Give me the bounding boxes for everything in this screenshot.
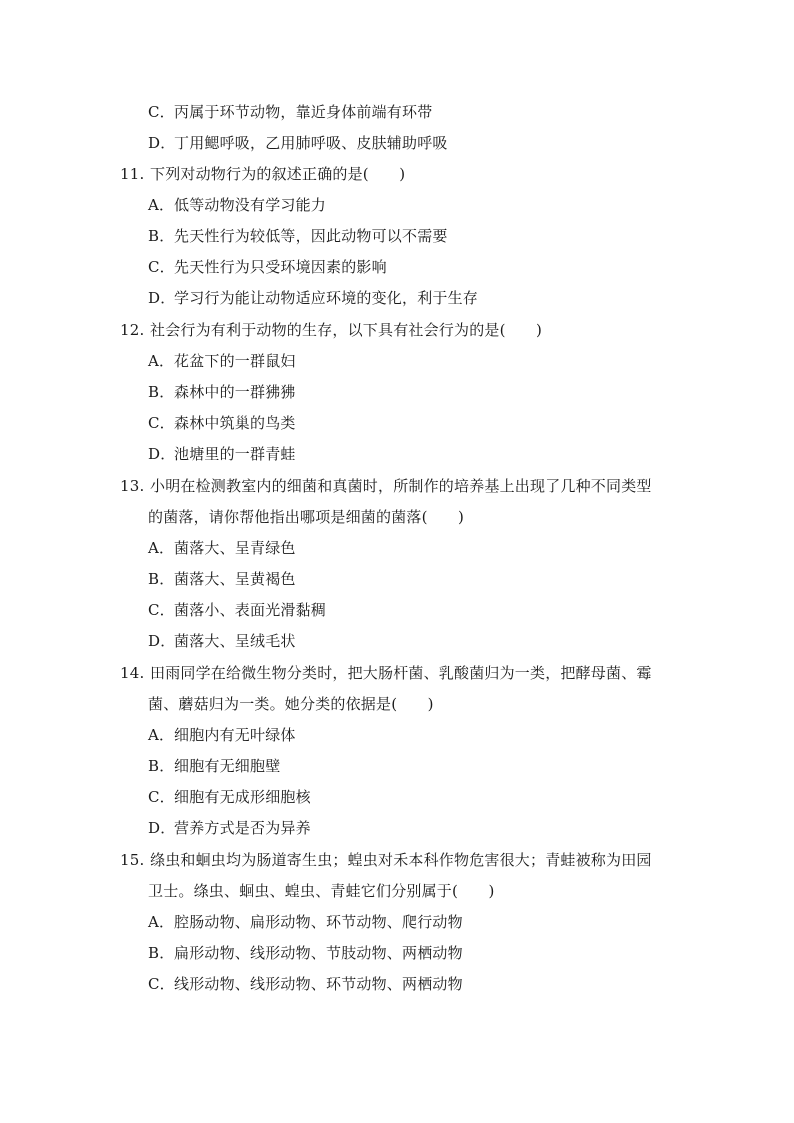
q13-option-d — [148, 631, 296, 651]
option-label: D． — [148, 134, 176, 152]
option-text: 细胞有无细胞壁 — [174, 757, 281, 775]
question-stem: 小明在检测教室内的细菌和真菌时，所制作的培养基上出现了几种不同类型 — [150, 477, 652, 495]
q11-option-a — [148, 195, 326, 215]
option-text: 丙属于环节动物，靠近身体前端有环带 — [174, 103, 433, 121]
question-stem: 社会行为有利于动物的生存，以下具有社会行为的是( ) — [150, 321, 543, 339]
option-label: D． — [148, 445, 176, 463]
q11-option-b — [148, 226, 448, 246]
option-label: C． — [148, 975, 175, 993]
q15-stem-line2 — [148, 881, 495, 901]
option-label: B． — [148, 757, 175, 775]
option-text: 腔肠动物、扁形动物、环节动物、爬行动物 — [174, 913, 463, 931]
question-stem-continued: 菌、蘑菇归为一类。她分类的依据是( ) — [148, 695, 434, 713]
q14-option-b — [148, 756, 280, 776]
option-text: 扁形动物、线形动物、节肢动物、两栖动物 — [174, 944, 463, 962]
option-label: B． — [148, 227, 175, 245]
option-label: A． — [148, 352, 175, 370]
q13-option-a — [148, 538, 296, 558]
q12-option-c — [148, 413, 296, 433]
option-text: 池塘里的一群青蛙 — [174, 445, 296, 463]
option-label: A． — [148, 539, 175, 557]
option-text: 细胞有无成形细胞核 — [174, 788, 311, 806]
option-text: 线形动物、线形动物、环节动物、两栖动物 — [174, 975, 463, 993]
q10-option-c — [148, 102, 432, 122]
option-label: C． — [148, 601, 175, 619]
option-label: C． — [148, 788, 175, 806]
question-stem: 下列对动物行为的叙述正确的是( ) — [150, 165, 406, 183]
q11-stem — [120, 164, 405, 184]
option-text: 丁用鳃呼吸，乙用肺呼吸、皮肤辅助呼吸 — [174, 134, 448, 152]
option-label: D． — [148, 819, 176, 837]
question-stem-continued: 卫士。绦虫、蛔虫、蝗虫、青蛙它们分别属于( ) — [148, 882, 495, 900]
q12-stem — [120, 320, 542, 340]
q15-option-c — [148, 974, 463, 994]
option-label: A． — [148, 913, 175, 931]
option-text: 菌落大、呈黄褐色 — [174, 570, 296, 588]
question-stem-continued: 的菌落，请你帮他指出哪项是细菌的菌落( ) — [148, 508, 465, 526]
option-text: 森林中的一群狒狒 — [174, 383, 296, 401]
question-number: 13. — [120, 477, 145, 495]
option-text: 菌落大、呈青绿色 — [174, 539, 296, 557]
q12-option-b — [148, 382, 296, 402]
option-label: D． — [148, 632, 176, 650]
question-stem: 田雨同学在给微生物分类时，把大肠杆菌、乳酸菌归为一类，把酵母菌、霉 — [150, 664, 652, 682]
option-text: 营养方式是否为异养 — [174, 819, 311, 837]
question-number: 12. — [120, 321, 145, 339]
q13-option-b — [148, 569, 296, 589]
option-text: 花盆下的一群鼠妇 — [174, 352, 296, 370]
option-label: D． — [148, 289, 176, 307]
option-text: 先天性行为较低等，因此动物可以不需要 — [174, 227, 448, 245]
q11-option-c — [148, 257, 387, 277]
q11-option-d — [148, 288, 478, 308]
option-label: A． — [148, 726, 175, 744]
q15-stem-line1 — [120, 850, 652, 870]
option-label: C． — [148, 258, 175, 276]
option-text: 细胞内有无叶绿体 — [174, 726, 296, 744]
q12-option-a — [148, 351, 296, 371]
q13-stem-line1 — [120, 476, 652, 496]
question-number: 11. — [120, 165, 145, 183]
question-stem: 绦虫和蛔虫均为肠道寄生虫；蝗虫对禾本科作物危害很大；青蛙被称为田园 — [150, 851, 652, 869]
q10-option-d — [148, 133, 448, 153]
option-label: A． — [148, 196, 175, 214]
q14-option-d — [148, 818, 311, 838]
option-label: B． — [148, 944, 175, 962]
option-text: 学习行为能让动物适应环境的变化，利于生存 — [174, 289, 479, 307]
option-label: B． — [148, 570, 175, 588]
option-label: B． — [148, 383, 175, 401]
question-number: 15. — [120, 851, 145, 869]
option-text: 低等动物没有学习能力 — [174, 196, 327, 214]
q14-option-c — [148, 787, 311, 807]
option-text: 菌落大、呈绒毛状 — [174, 632, 296, 650]
q13-stem-line2 — [148, 507, 464, 527]
q15-option-a — [148, 912, 463, 932]
question-number: 14. — [120, 664, 145, 682]
option-label: C． — [148, 414, 175, 432]
option-label: C． — [148, 103, 175, 121]
q12-option-d — [148, 444, 296, 464]
q15-option-b — [148, 943, 463, 963]
q14-stem-line1 — [120, 663, 652, 683]
q13-option-c — [148, 600, 326, 620]
option-text: 森林中筑巢的鸟类 — [174, 414, 296, 432]
option-text: 菌落小、表面光滑黏稠 — [174, 601, 327, 619]
q14-stem-line2 — [148, 694, 434, 714]
q14-option-a — [148, 725, 296, 745]
option-text: 先天性行为只受环境因素的影响 — [174, 258, 387, 276]
